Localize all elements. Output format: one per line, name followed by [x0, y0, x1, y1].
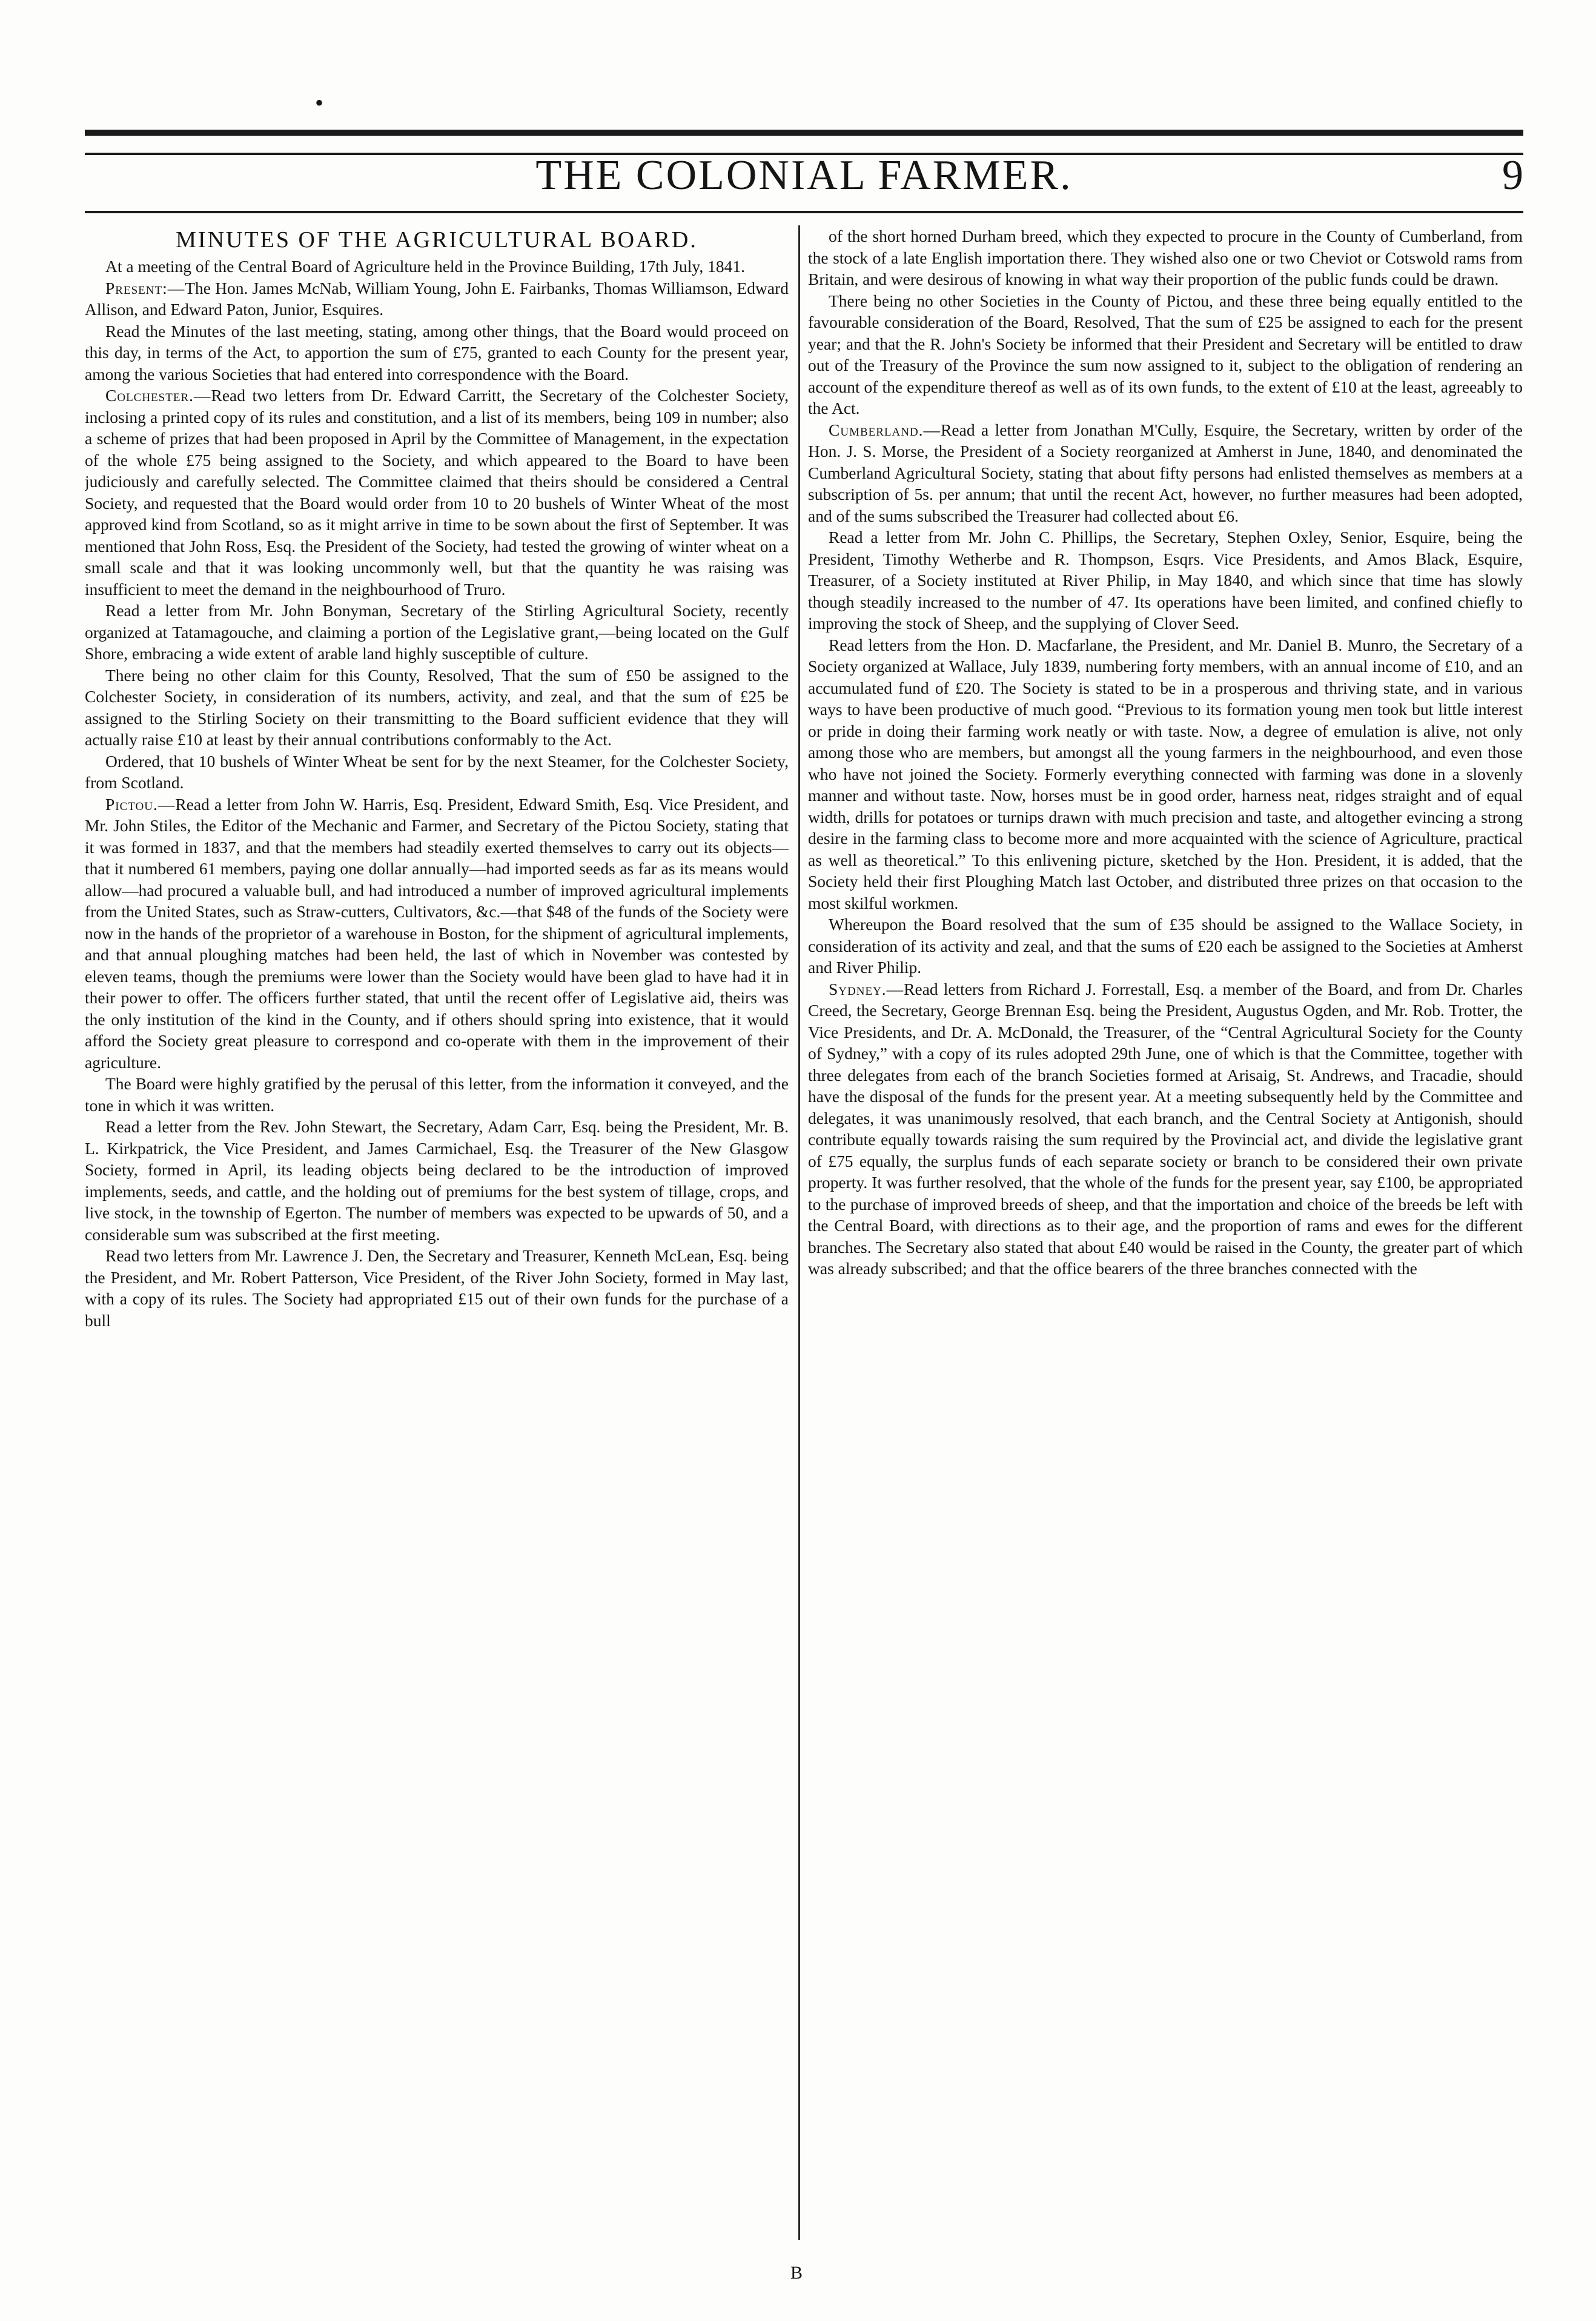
paragraph-text: Read a letter from Mr. John C. Phillips, the Secretary, Stephen Oxley, Senior, Esquire, being the President, Timothy Wetherbe and R. Thompson, Esqrs. Vice Presidents, and Amos Black, Esquire, Treasurer, of a Society instituted at River Philip, in May 1840, and which since that time has slowly though steadily increased to the number of 47. Its operations have been limited, and confined chiefly to improving the stock of Sheep, and the supplying of Clover Seed. [808, 528, 1523, 633]
paragraph-text: Read the Minutes of the last meeting, stating, among other things, that the Board would proceed on this day, in terms of the Act, to apportion the sum of £75, granted to each County for the present year, among the various Societies that had entered into correspondence with the Board. [85, 321, 789, 384]
paragraph [808, 225, 1523, 290]
column-divider [798, 225, 800, 2240]
paragraph [85, 1116, 789, 1245]
top-mark: • [315, 89, 324, 116]
paragraph-lead: Cumberland.— [829, 420, 941, 439]
article-heading: MINUTES OF THE AGRICULTURAL BOARD. [176, 227, 698, 253]
paragraph-lead: Sydney.— [829, 979, 904, 998]
paragraph [85, 256, 789, 277]
paragraph-text: There being no other claim for this County, Resolved, That the sum of £50 be assigned to the Colchester Society, in consideration of its numbers, activity, and zeal, and that the sum of £25 be assigned to the Stirling Society on their transmitting to the Board sufficient evidence that they will actually raise £10 at least by their annual contributions conformably to the Act. [85, 665, 789, 749]
paragraph [808, 634, 1523, 914]
paragraph-text: Whereupon the Board resolved that the sum of £35 should be assigned to the Wallace Society, in consideration of its activity and zeal, and that the sums of £20 each be assigned to the Societies at Amherst and River Philip. [808, 915, 1523, 977]
right-column-paragraphs [808, 225, 1523, 1280]
paragraph-text: The Board were highly gratified by the perusal of this letter, from the information it conveyed, and the tone in which it was written. [85, 1074, 789, 1115]
left-column [85, 225, 789, 2242]
paragraph [808, 290, 1523, 419]
paragraph-lead: Pictou.— [105, 794, 176, 814]
page-number: 9 [1502, 152, 1523, 199]
paragraph-text: Read letters from the Hon. D. Macfarlane, the President, and Mr. Daniel B. Munro, the Secretary of a Society organized at Wallace, July 1839, numbering forty members, with an annual income of £10, and an accumulated fund of £20. The Society is stated to be in a prosperous and thriving state, and in various ways to have been productive of much good. “Previous to its formation young men took but little interest or pride in doing their farming work neatly or with taste. Now, a degree of emulation is alive, not only among those who are members, but amongst all the young farmers in the neighbourhood, and even those who have not joined the Society. Formerly everything connected with farming was done in a slovenly manner and without taste. Now, horses must be in good order, harness neat, ridges straight and of equal width, drills for potatoes or turnips drawn with much precision and taste, and altogether evincing a strong desire in the farming class to become more and more acquainted with the science of Agriculture, practical as well as theoretical.” To this enlivening picture, sketched by the Hon. President, it is added, that the Society held their first Ploughing Match last October, and distributed three prizes on that occasion to the most skilful workmen. [808, 635, 1523, 912]
paragraph-text: Read two letters from Dr. Edward Carritt, the Secretary of the Colchester Society, inclosing a printed copy of its rules and constitution, and a list of its members, being 109 in number; also a scheme of prizes that had been proposed in April by the Committee of Management, in the expectation of the whole £75 being assigned to the Society, and which appeared to the Board to have been judiciously and carefully selected. The Committee claimed that theirs should be considered a Central Society, and requested that the Board would order from 10 to 20 bushels of Winter Wheat of the most approved kind from Scotland, so as it might arrive in time to be sown about the first of September. It was mentioned that John Ross, Esq. the President of the Society, had tested the growing of winter wheat on a small scale and that it was looking uncommonly well, but that the quantity he was raising was insufficient to meet the demand in the neighbourhood of Truro. [85, 386, 789, 599]
masthead [85, 151, 1523, 206]
paragraph-text: Read a letter from Jonathan M'Cully, Esquire, the Secretary, written by order of the Hon. J. S. Morse, the President of a Society reorganized at Amherst in June, 1840, and denominated the Cumberland Agricultural Society, stating that about fifty persons had enlisted themselves as members at a subscription of 5s. per annum; that until the recent Act, however, no further measures had been adopted, and of the sums subscribed the Treasurer had collected about £6. [808, 420, 1523, 525]
paragraph [85, 665, 789, 751]
paragraph [85, 1245, 789, 1331]
paragraph [85, 320, 789, 385]
paragraph [808, 978, 1523, 1280]
paragraph [85, 751, 789, 794]
paragraph-text: of the short horned Durham breed, which they expected to procure in the County of Cumberland, from the stock of a late English importation there. They wished also one or two Cheviot or Cotswold rams from Britain, and were desirous of knowing in what way their proportion of the public funds could be drawn. [808, 227, 1523, 288]
paragraph-text: Read letters from Richard J. Forrestall, Esq. a member of the Board, and from Dr. Charles Creed, the Secretary, George Brennan Esq. being the President, Augustus Ogden, and Mr. Rob. Trotter, the Vice Presidents, and Dr. A. McDonald, the Treasurer, of the “Central Agricultural Society for the County of Sydney,” with a copy of its rules adopted 29th June, one of which is that the Committee, together with three delegates from each of the branch Societies formed at Arisaig, St. Andrews, and Tracadie, should have the disposal of the funds for the present year. At a meeting subsequently held by the Committee and delegates, it was unanimously resolved, that each branch, and the Central Society at Antigonish, should contribute equally towards raising the sum required by the Provincial act, and divide the legislative grant of £75 equally, the surplus funds of each separate society or branch to be considered their own private property. It was further resolved, that the whole of the funds for the present year, say £100, be appropriated to the purchase of improved breeds of sheep, and that the importation and choice of the breeds be left with the Central Board, with directions as to their age, and the proportion of rams and ewes for the different branches. The Secretary also stated that about £40 would be raised in the County, the greater part of which was already subscribed; and that the office bearers of the three branches connected with the [808, 979, 1523, 1278]
paragraph-text: Ordered, that 10 bushels of Winter Wheat be sent for by the next Steamer, for the Colchester Society, from Scotland. [85, 751, 789, 792]
paragraph-text: There being no other Societies in the County of Pictou, and these three being equally entitled to the favourable consideration of the Board, Resolved, That the sum of £25 be assigned to each for the present year; and that the R. John's Society be informed that their President and Secretary will be entitled to draw out of the Treasury of the Province the sum now assigned to it, subject to the obligation of rendering an account of the expenditure thereof as well as of its own funds, to the extent of £10 at the least, agreeably to the Act. [808, 291, 1523, 417]
paragraph [85, 385, 789, 600]
paragraph [85, 277, 789, 320]
masthead-title: THE COLONIAL FARMER. [535, 152, 1073, 199]
paragraph-lead: Colchester.— [105, 386, 211, 405]
paragraph-text: At a meeting of the Central Board of Agriculture held in the Province Building, 17th July, 1841. [105, 257, 746, 276]
paragraph-text: Read a letter from John W. Harris, Esq. President, Edward Smith, Esq. Vice President, and Mr. John Stiles, the Editor of the Mechanic and Farmer, and Secretary of the Pictou Society, stating that it was formed in 1837, and that the members had steadily exerted themselves to carry out its objects—that it numbered 61 members, paying one dollar annually—had imported seeds as far as its means would allow—had procured a valuable bull, and had introduced a number of improved agricultural implements from the United States, such as Straw-cutters, Cultivators, &c.—that $48 of the funds of the Society were now in the hands of the proprietor of a warehouse in Boston, for the shipment of agricultural implements, and that annual ploughing matches had been held, the last of which in November was contested by eleven teams, though the premiums were lower than the Society would have been glad to have had it in their power to offer. The officers further stated, that until the recent offer of Legislative aid, theirs was the only institution of the kind in the County, and if others should spring into existence, that it would afford the Society great pleasure to correspond and co-operate with them in the improvement of their agriculture. [85, 794, 789, 1072]
paragraph [85, 1073, 789, 1116]
masthead-bottom-rule [85, 211, 1523, 213]
paragraph [808, 526, 1523, 634]
paragraph-text: Read a letter from the Rev. John Stewart, the Secretary, Adam Carr, Esq. being the President, Mr. B. L. Kirkpatrick, the Vice President, and James Carmichael, Esq. the Treasurer of the New Glasgow Society, formed in April, its leading objects being declared to be the introduction of improved implements, seeds, and cattle, and the holding out of premiums for the best system of tillage, crops, and live stock, in the township of Egerton. The number of members was expected to be upwards of 50, and a considerable sum was subscribed at the first meeting. [85, 1117, 789, 1244]
paragraph-lead: Present:— [105, 278, 185, 297]
left-column-paragraphs [85, 256, 789, 1331]
signature-mark: B [790, 2263, 803, 2283]
paragraph-text: Read a letter from Mr. John Bonyman, Secretary of the Stirling Agricultural Society, recently organized at Tatamagouche, and claiming a portion of the Legislative grant,—being located on the Gulf Shore, embracing a wide extent of arable land highly susceptible of culture. [85, 601, 789, 663]
paragraph [85, 794, 789, 1074]
paragraph-text: The Hon. James McNab, William Young, John E. Fairbanks, Thomas Williamson, Edward Allison, and Edward Paton, Junior, Esquires. [85, 278, 789, 319]
right-column [808, 225, 1523, 2242]
paragraph [808, 914, 1523, 978]
paragraph [808, 419, 1523, 527]
paragraph [85, 600, 789, 665]
paragraph-text: Read two letters from Mr. Lawrence J. Den, the Secretary and Treasurer, Kenneth McLean, Esq. being the President, and Mr. Robert Patterson, Vice President, of the River John Society, formed in May last, with a copy of its rules. The Society had appropriated £15 out of their own funds for the purchase of a bull [85, 1246, 789, 1330]
